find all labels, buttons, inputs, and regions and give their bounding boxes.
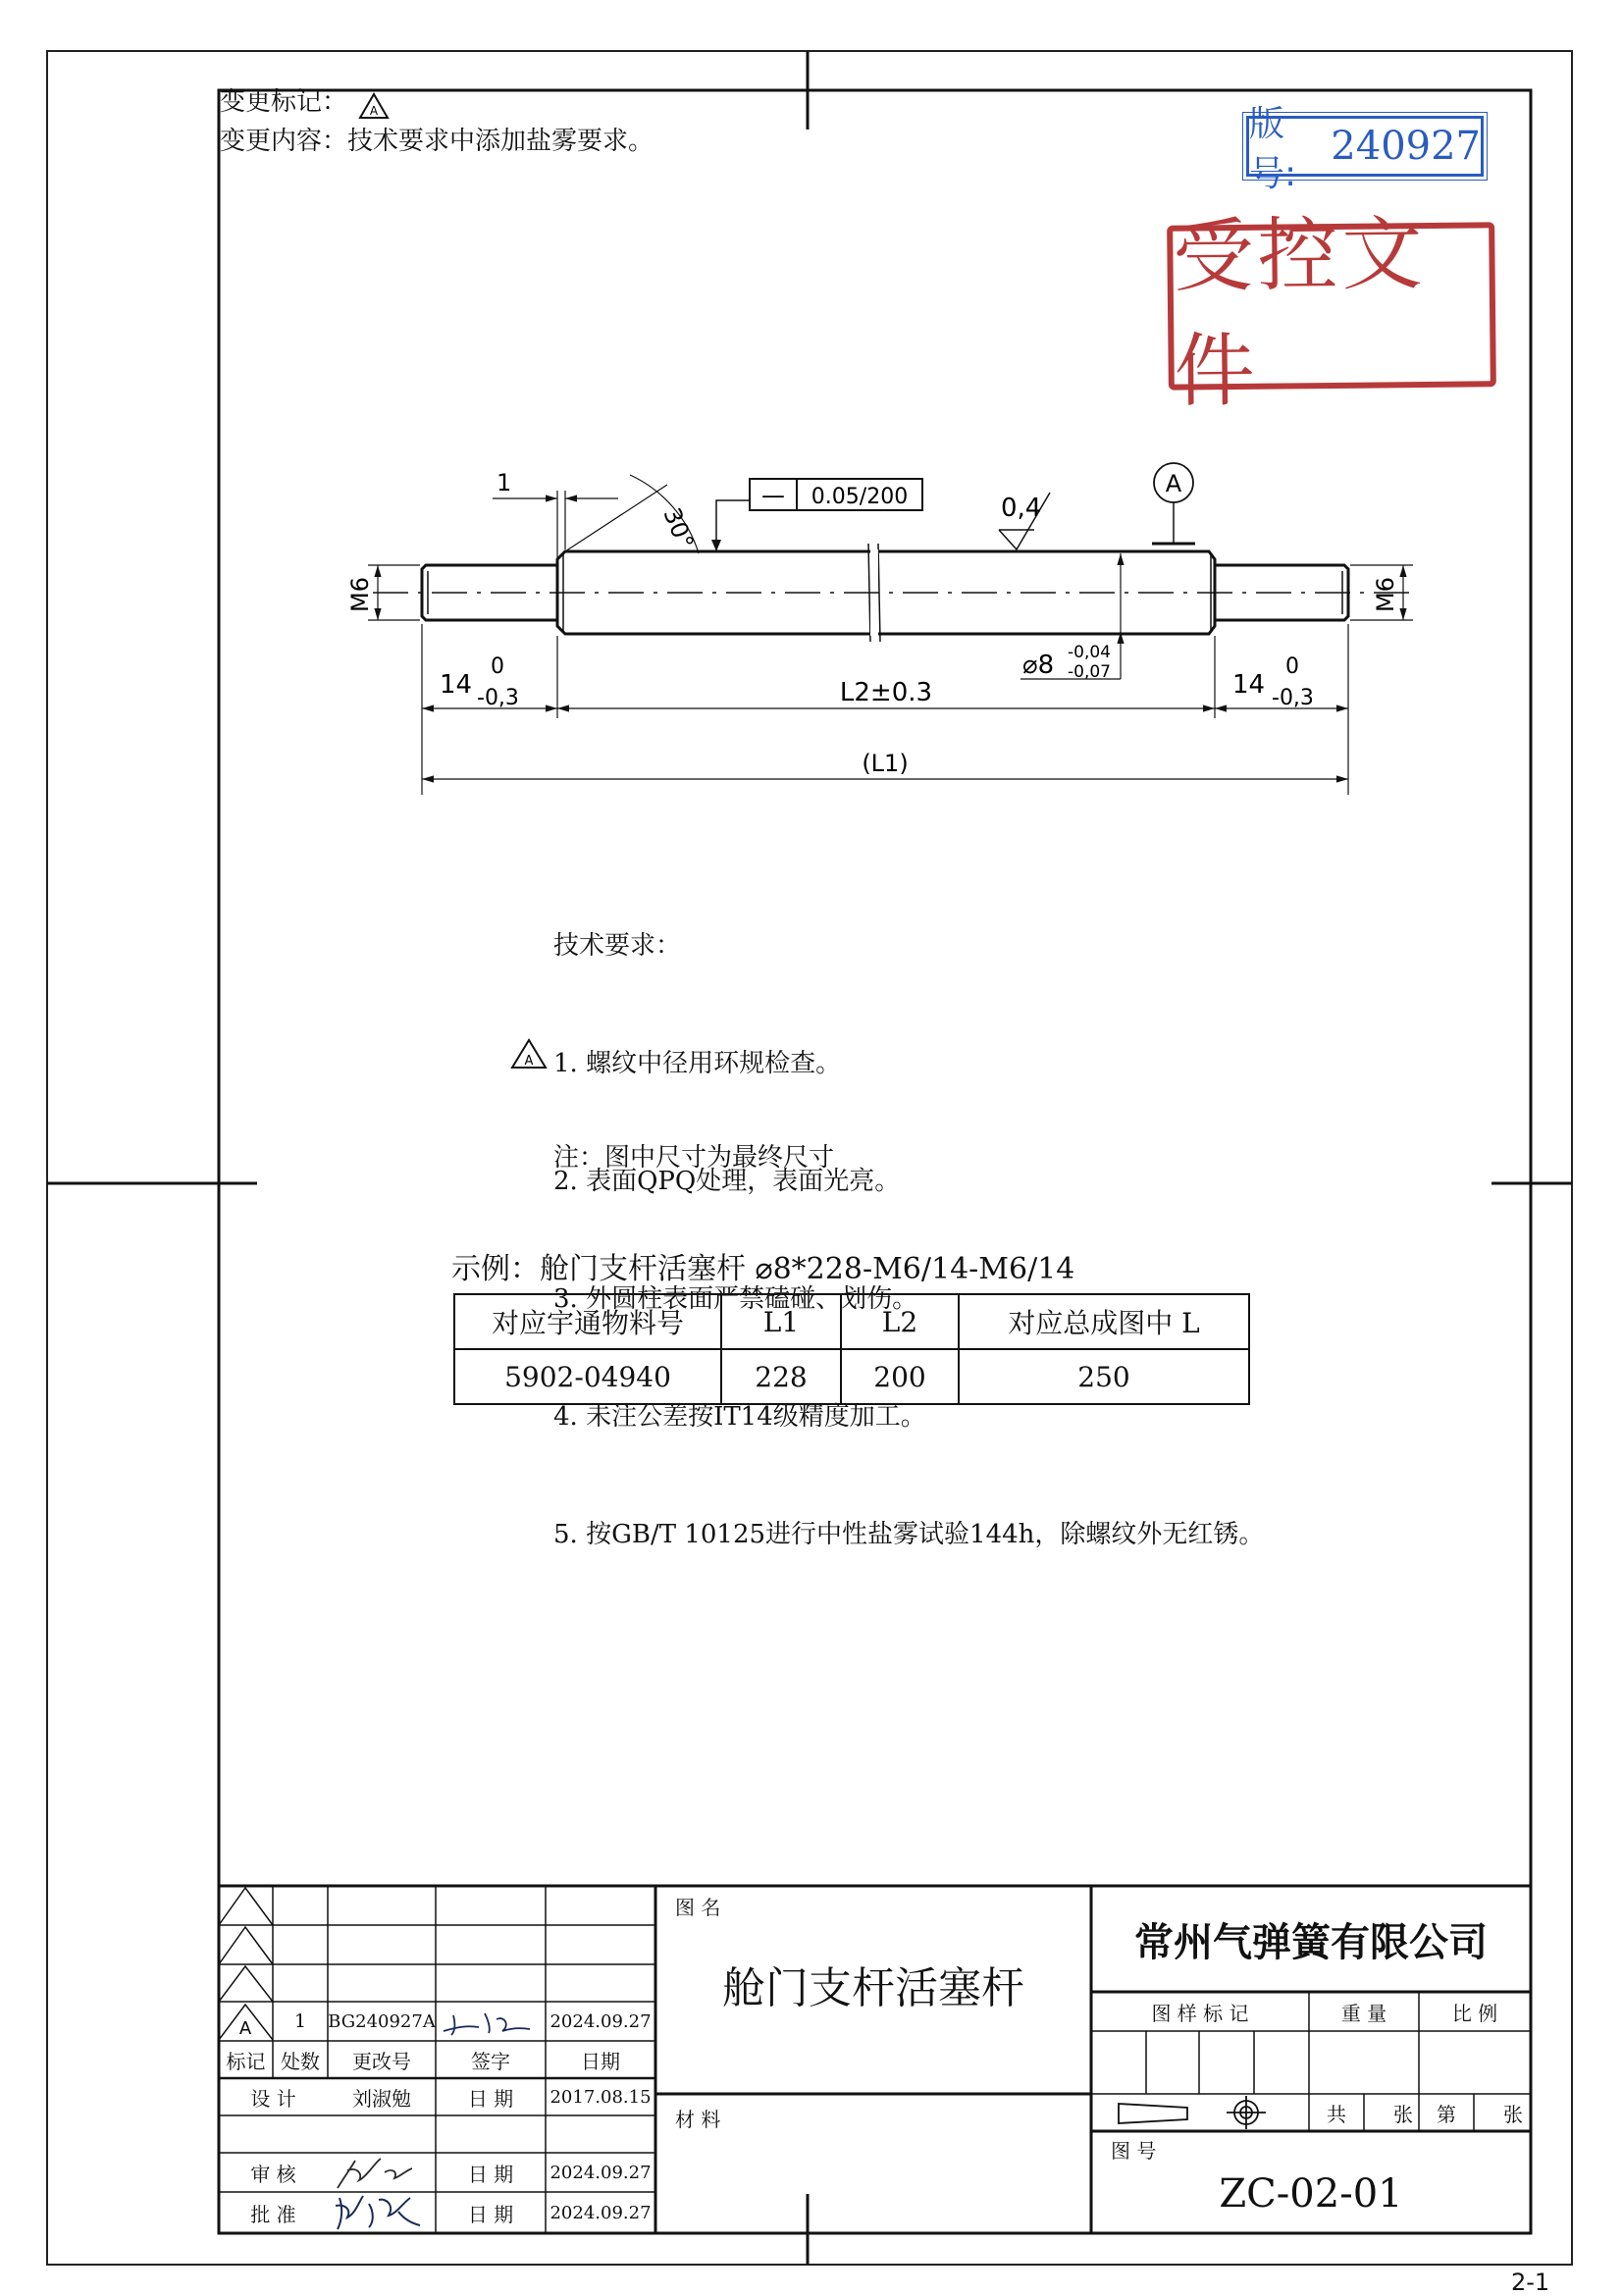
chamfer-angle-label: 30°	[657, 503, 700, 553]
diameter-lower: -0,07	[1068, 662, 1111, 682]
change-mark-symbol: A	[369, 104, 379, 118]
sheet-no-unit: 张	[1503, 2102, 1523, 2126]
tech-req-title: 技术要求：	[553, 931, 682, 961]
table-header-cell: L2	[841, 1294, 959, 1349]
change-content-text: 技术要求中添加盐雾要求。	[347, 127, 654, 156]
roughness-value: 0,4	[1001, 494, 1042, 523]
sheet-no-label: 第	[1437, 2102, 1456, 2126]
right-length-lower: -0,3	[1272, 686, 1314, 710]
version-value: 240927	[1331, 124, 1481, 169]
header-mark: 标记	[226, 2049, 266, 2073]
rev-mark: A	[238, 2018, 252, 2039]
design-date-label: 日 期	[467, 2086, 514, 2111]
tech-req-item5-mark: A	[524, 1054, 534, 1069]
right-thread-label: M6	[1372, 577, 1399, 612]
tech-req-item: 4. 未注公差按IT14级精度加工。	[553, 1402, 926, 1432]
drawing-name: 舱门支杆活塞杆	[722, 1963, 1024, 2013]
chamfer-width-label: 1	[497, 469, 512, 496]
straightness-value: 0.05/200	[811, 485, 909, 509]
header-sign: 签字	[471, 2049, 510, 2073]
header-count: 处数	[281, 2049, 320, 2073]
table-header-cell: 对应宇通物料号	[454, 1294, 721, 1349]
tech-req-item: 1. 螺纹中径用环规检查。	[553, 1049, 842, 1078]
example-label: 示例：舱门支杆活塞杆 ⌀8*228-M6/14-M6/14	[451, 1252, 1075, 1286]
version-label: 版号:	[1249, 104, 1297, 194]
right-length-nominal: 14	[1232, 670, 1266, 700]
rev-signature	[440, 2004, 542, 2039]
review-label: 审 核	[250, 2162, 296, 2186]
review-date: 2024.09.27	[549, 2162, 652, 2183]
controlled-document-text: 受控文件	[1172, 207, 1427, 419]
tech-req-item: 5. 按GB/T 10125进行中性盐雾试验144h，除螺纹外无红锈。	[553, 1520, 1265, 1549]
design-date: 2017.08.15	[549, 2086, 652, 2108]
left-length-lower: -0,3	[477, 686, 519, 710]
total-sheets-label: 共	[1327, 2102, 1346, 2126]
header-change-no: 更改号	[352, 2049, 411, 2073]
tech-req-item: 2. 表面QPQ处理，表面光亮。	[553, 1167, 901, 1196]
left-length-nominal: 14	[440, 670, 473, 700]
projection-symbol-icon	[1119, 2096, 1266, 2129]
design-label: 设 计	[250, 2086, 296, 2111]
revision-triangle-icon	[219, 2003, 273, 2040]
page-number: 2-1	[1511, 2269, 1550, 2296]
header-date: 日期	[581, 2049, 620, 2073]
tech-req-note: 注：图中尺寸为最终尺寸	[553, 1143, 835, 1173]
rev-change-no: BG240927A	[328, 2010, 436, 2032]
table-cell: 228	[721, 1349, 841, 1404]
left-thread-label: M6	[346, 577, 374, 612]
drawing-name-label: 图 名	[675, 1896, 721, 1919]
approve-signature	[330, 2184, 434, 2233]
approve-label: 批 准	[250, 2202, 296, 2226]
table-header-cell: L1	[721, 1294, 841, 1349]
sample-mark-label: 图 样 标 记	[1151, 2001, 1249, 2025]
designer-name: 刘淑勉	[352, 2086, 411, 2111]
empty-revision-triangles	[219, 1888, 273, 2002]
total-length-label: (L1)	[862, 750, 909, 777]
table-cell: 200	[841, 1349, 959, 1404]
approve-date: 2024.09.27	[549, 2202, 652, 2223]
table-cell: 250	[959, 1349, 1249, 1404]
diameter-main: ⌀8	[1022, 651, 1055, 680]
scale-label: 比 例	[1451, 2001, 1498, 2025]
left-length-upper: 0	[491, 654, 504, 679]
weight-label: 重 量	[1340, 2001, 1387, 2025]
change-mark-label: 变更标记：	[220, 87, 348, 117]
mid-length-label: L2±0.3	[839, 678, 933, 707]
company-name: 常州气弹簧有限公司	[1134, 1919, 1488, 1965]
rev-count: 1	[293, 2010, 307, 2032]
right-length-upper: 0	[1285, 654, 1299, 679]
table-header-cell: 对应总成图中 L	[959, 1294, 1249, 1349]
review-date-label: 日 期	[467, 2162, 514, 2186]
drawing-number-label: 图 号	[1111, 2139, 1157, 2163]
drawing-number: ZC-02-01	[1219, 2171, 1403, 2217]
total-sheets-unit: 张	[1393, 2102, 1413, 2126]
tech-req-item: 3. 外圆柱表面严禁磕碰、划伤。	[553, 1284, 918, 1314]
datum-label: A	[1165, 470, 1182, 497]
table-cell: 5902-04940	[454, 1349, 721, 1404]
approve-date-label: 日 期	[467, 2202, 514, 2226]
straightness-symbol: —	[761, 482, 785, 509]
material-label: 材 料	[675, 2108, 721, 2131]
diameter-upper: -0,04	[1068, 643, 1111, 662]
change-content-label: 变更内容：	[220, 127, 348, 156]
rev-date: 2024.09.27	[549, 2010, 652, 2032]
